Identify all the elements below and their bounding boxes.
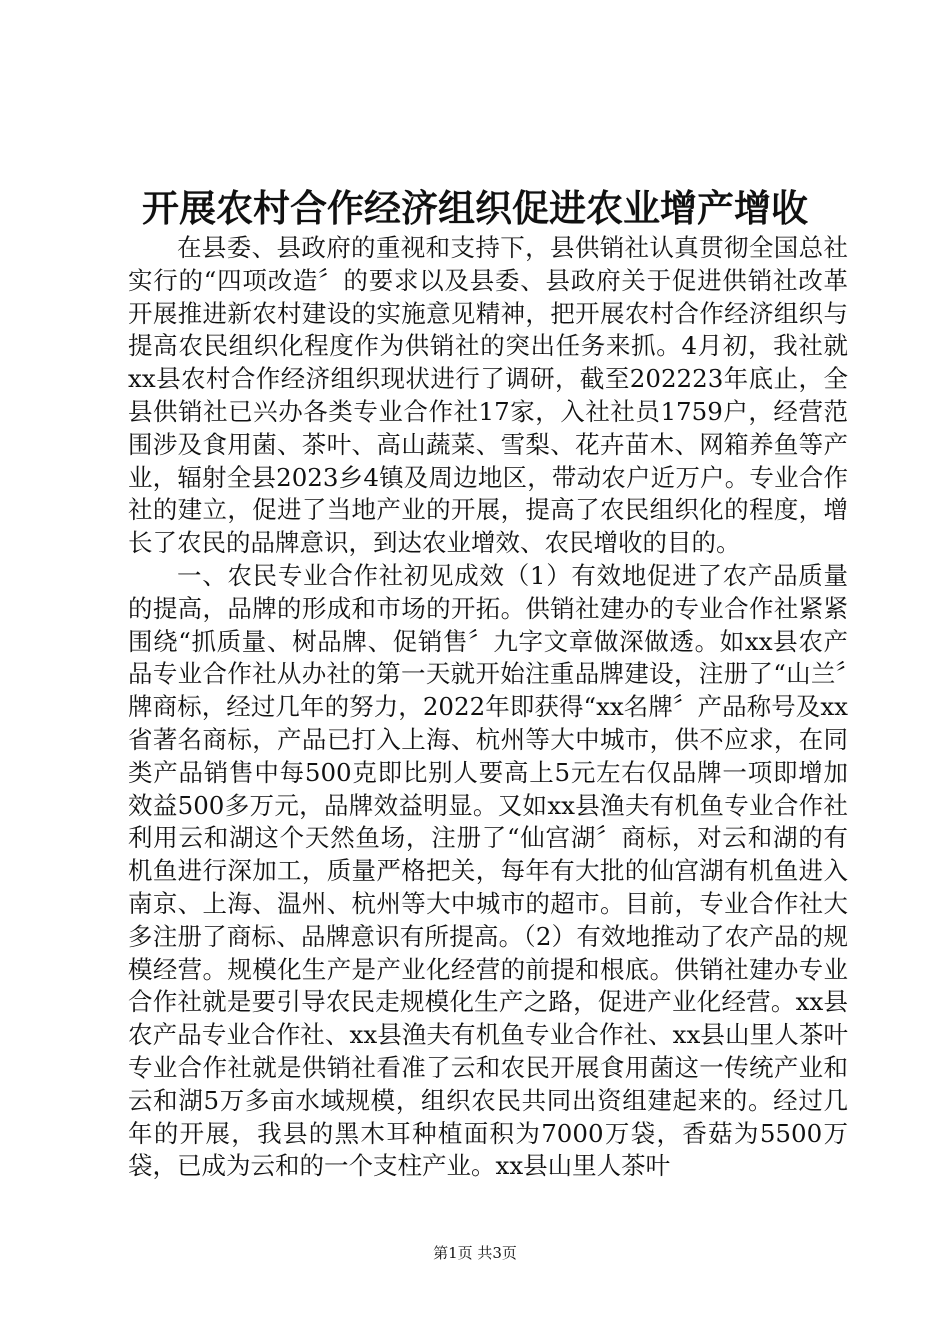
- paragraph-section-one: 一、农民专业合作社初见成效（1）有效地促进了农产品质量的提高，品牌的形成和市场的开拓。供销社建办的专业合作社紧紧围绕“抓质量、树品牌、促销售〞九字文章做深做透。如xx县农产品专业合作社从办社的第一天就开始注重品牌建设，注册了“山兰〞牌商标，经过几年的努力，2022年即获得“xx名牌〞产品称号及xx省著名商标，产品已打入上海、杭州等大中城市，供不应求，在同类产品销售中每500克即比别人要高上5元左右仅品牌一项即增加效益500多万元，品牌效益明显。又如xx县渔夫有机鱼专业合作社利用云和湖这个天然鱼场，注册了“仙宫湖〞商标，对云和湖的有机鱼进行深加工，质量严格把关，每年有大批的仙宫湖有机鱼进入南京、上海、温州、杭州等大中城市的超市。目前，专业合作社大多注册了商标、品牌意识有所提高。（2）有效地推动了农产品的规模经营。规模化生产是产业化经营的前提和根底。供销社建办专业合作社就是要引导农民走规模化生产之路，促进产业化经营。xx县农产品专业合作社、xx县渔夫有机鱼专业合作社、xx县山里人茶叶专业合作社就是供销社看准了云和农民开展食用菌这一传统产业和云和湖5万多亩水域规模，组织农民共同出资组建起来的。经过几年的开展，我县的黑木耳种植面积为7000万袋，香菇为5500万袋，已成为云和的一个支柱产业。xx县山里人茶叶: [128, 560, 848, 1181]
- page-number-footer: 第1页 共3页: [433, 1244, 517, 1262]
- paragraph-intro: 在县委、县政府的重视和支持下，县供销社认真贯彻全国总社实行的“四项改造〞的要求以及县委、县政府关于促进供销社改革开展推进新农村建设的实施意见精神，把开展农村合作经济组织与提高农民组织化程度作为供销社的突出任务来抓。4月初，我社就xx县农村合作经济组织现状进行了调研，截至202223年底止，全县供销社已兴办各类专业合作社17家，入社社员1759户，经营范围涉及食用菌、茶叶、高山蔬菜、雪梨、花卉苗木、网箱养鱼等产业，辐射全县2023乡4镇及周边地区，带动农户近万户。专业合作社的建立，促进了当地产业的开展，提高了农民组织化的程度，增长了农民的品牌意识，到达农业增效、农民增收的目的。: [128, 233, 848, 558]
- document-title: 开展农村合作经济组织促进农业增产增收: [142, 186, 808, 230]
- document-body: [128, 232, 848, 1183]
